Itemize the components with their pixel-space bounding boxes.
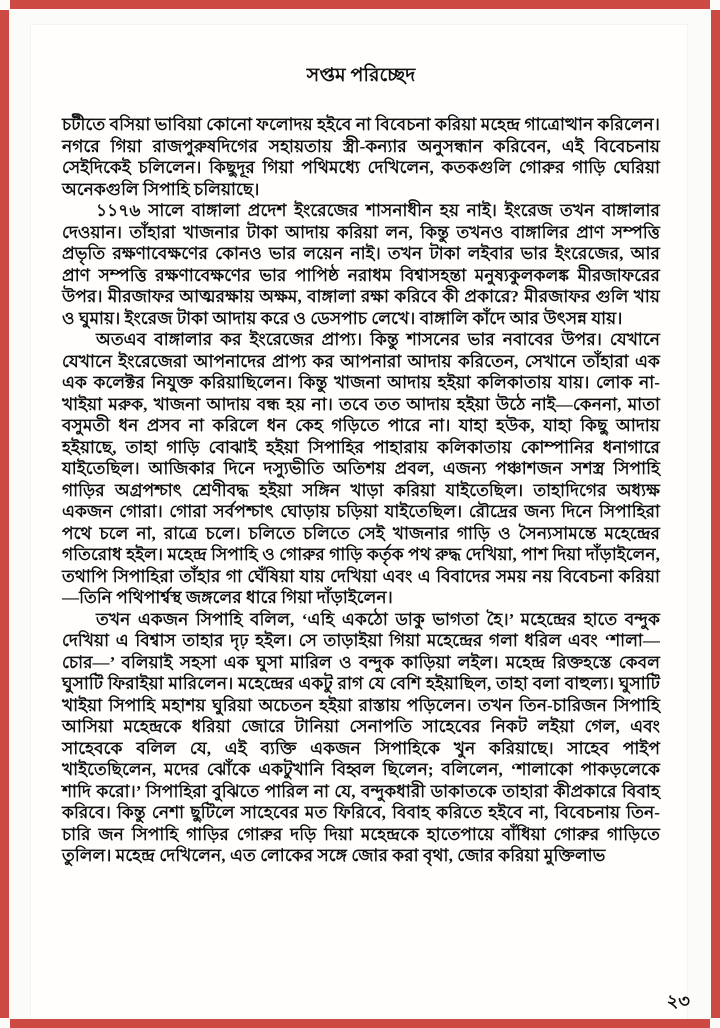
- red-frame-left: [0, 10, 9, 1018]
- red-frame-bottom: [10, 1019, 710, 1028]
- red-frame-top: [10, 0, 710, 9]
- red-frame-right: [711, 10, 720, 1018]
- paragraph: তখন একজন সিপাহি বলিল, ‘এহি একঠো ডাকু ভাগতা হৈ।’ মহেন্দ্রের হাতে বন্দুক দেখিয়া এ বিশ্বাস তাহার দৃঢ় হইল। সে তাড়াইয়া গিয়া মহেন্দ্রের গলা ধরিল এবং ‘শালা—চোর—’ বলিয়াই সহসা এক ঘুসা মারিল ও বন্দুক কাড়িয়া লইল। মহেন্দ্র রিক্তহস্তে কেবল ঘুসাটি ফিরাইয়া মারিলেন। মহেন্দ্রের একটু রাগ যে বেশি হইয়াছিল, তাহা বলা বাহুল্য। ঘুসাটি খাইয়া সিপাহি মহাশয় ঘুরিয়া অচেতন হইয়া রাস্তায় পড়িলেন। তখন তিন-চারিজন সিপাহি আসিয়া মহেন্দ্রকে ধরিয়া জোরে টানিয়া সেনাপতি সাহেবের নিকট লইয়া গেল, এবং সাহেবকে বলিল যে, এই ব্যক্তি একজন সিপাহিকে খুন করিয়াছে। সাহেব পাইপ খাইতেছিলেন, মদের ঝোঁকে একটুখানি বিহ্বল ছিলেন; বলিলেন, ‘শালাকো পাকড়লেকে শাদি করো।’ সিপাহিরা বুঝিতে পারিল না যে, বন্দুকধারী ডাকাতকে তাহারা কীপ্রকারে বিবাহ করিবে। কিন্তু নেশা ছুটিলে সাহেবের মত ফিরিবে, বিবাহ করিতে হইবে না, বিবেচনায় তিন-চারি জন সিপাহি গাড়ির গোরুর দড়ি দিয়া মহেন্দ্রকে হাতেপায়ে বাঁধিয়া গোরুর গাড়িতে তুলিল। মহেন্দ্র দেখিলেন, এত লোকের সঙ্গে জোর করা বৃথা, জোর করিয়া মুক্তিলাভ: [62, 609, 660, 865]
- chapter-title: সপ্তম পরিচ্ছেদ: [306, 65, 416, 86]
- page-content: [62, 64, 660, 867]
- paragraph: অতএব বাঙ্গালার কর ইংরেজের প্রাপ্য। কিন্তু শাসনের ভার নবাবের উপর। যেখানে যেখানে ইংরেজেরা আপনাদের প্রাপ্য কর আপনারা আদায় করিতেন, সেখানে তাঁহারা এক এক কলেক্টর নিযুক্ত করিয়াছিলেন। কিন্তু খাজনা আদায় হইয়া কলিকাতায় যায়। লোক না-খাইয়া মরুক, খাজনা আদায় বন্ধ হয় না। তবে তত আদায় হইয়া উঠে নাই—কেননা, মাতা বসুমতী ধন প্রসব না করিলে ধন কেহ গড়িতে পারে না। যাহা হউক, যাহা কিছু আদায় হইয়াছে, তাহা গাড়ি বোঝাই হইয়া সিপাহির পাহারায় কলিকাতায় কোম্পানির ধনাগারে যাইতেছিল। আজিকার দিনে দস্যুভীতি অতিশয় প্রবল, এজন্য পঞ্চাশজন সশস্ত্র সিপাহি গাড়ির অগ্রপশ্চাৎ শ্রেণীবদ্ধ হইয়া সঙ্গিন খাড়া করিয়া যাইতেছিল। তাহাদিগের অধ্যক্ষ একজন গোরা। গোরা সর্বপশ্চাৎ ঘোড়ায় চড়িয়া যাইতেছিল। রৌদ্রের জন্য দিনে সিপাহিরা পথে চলে না, রাত্রে চলে। চলিতে চলিতে সেই খাজনার গাড়ি ও সৈন্যসামন্তে মহেন্দ্রের গতিরোধ হইল। মহেন্দ্র সিপাহি ও গোরুর গাড়ি কর্তৃক পথ রুদ্ধ দেখিয়া, পাশ দিয়া দাঁড়াইলেন, তথাপি সিপাহিরা তাঁহার গা ঘেঁষিয়া যায় দেখিয়া এবং এ বিবাদের সময় নয় বিবেচনা করিয়া—তিনি পথিপার্শ্বস্থ জঙ্গলের ধারে গিয়া দাঁড়াইলেন।: [62, 330, 660, 607]
- page-number: ২৩: [666, 991, 690, 1011]
- paragraph: ১১৭৬ সালে বাঙ্গালা প্রদেশ ইংরেজের শাসনাধীন হয় নাই। ইংরেজ তখন বাঙ্গালার দেওয়ান। তাঁহারা খাজনার টাকা আদায় করিয়া লন, কিন্তু তখনও বাঙ্গালির প্রাণ সম্পত্তি প্রভৃতি রক্ষণাবেক্ষণের কোনও ভার লয়েন নাই। তখন টাকা লইবার ভার ইংরেজের, আর প্রাণ সম্পত্তি রক্ষণাবেক্ষণের ভার পাপিষ্ঠ নরাধম বিশ্বাসহন্তা মনুষ্যকুলকলঙ্ক মীরজাফরের উপর। মীরজাফর আত্মরক্ষায় অক্ষম, বাঙ্গালা রক্ষা করিবে কী প্রকারে? মীরজাফর গুলি খায় ও ঘুমায়। ইংরেজ টাকা আদায় করে ও ডেসপাচ লেখে। বাঙ্গালি কাঁদে আর উৎসন্ন যায়।: [62, 201, 660, 328]
- paragraph: চটীতে বসিয়া ভাবিয়া কোনো ফলোদয় হইবে না বিবেচনা করিয়া মহেন্দ্র গাত্রোত্থান করিলেন। নগরে গিয়া রাজপুরুষদিগের সহায়তায় স্ত্রী-কন্যার অনুসন্ধান করিবেন, এই বিবেচনায় সেইদিকেই চলিলেন। কিছুদূর গিয়া পথিমধ্যে দেখিলেন, কতকগুলি গোরুর গাড়ি ঘেরিয়া অনেকগুলি সিপাহি চলিয়াছে।: [62, 115, 660, 199]
